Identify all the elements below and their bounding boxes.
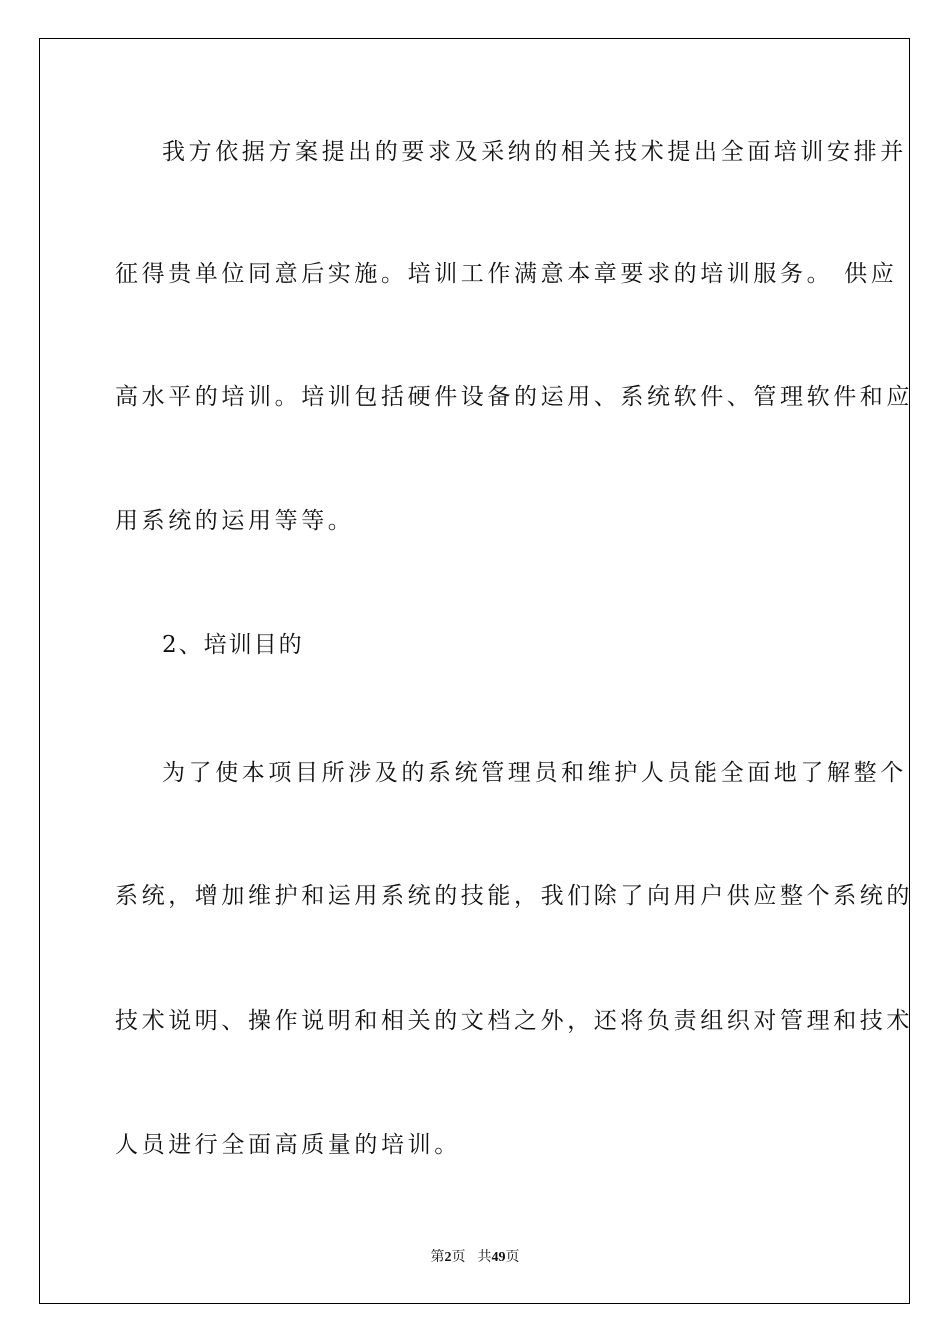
paragraph-1-line-2: 征得贵单位同意后实施。培训工作满意本章要求的培训服务。 供应 xyxy=(115,261,898,287)
total-pages: 49 xyxy=(491,1250,506,1265)
page-prefix: 第 xyxy=(430,1250,445,1265)
paragraph-1-line-3: 高水平的培训。培训包括硬件设备的运用、系统软件、管理软件和应 xyxy=(115,384,913,410)
paragraph-2-line-3: 技术说明、操作说明和相关的文档之外，还将负责组织对管理和技术 xyxy=(115,1008,913,1034)
section-heading: 2、培训目的 xyxy=(162,632,304,658)
paragraph-2-line-1: 为了使本项目所涉及的系统管理员和维护人员能全面地了解整个 xyxy=(162,760,907,786)
page-border xyxy=(39,38,910,1304)
paragraph-2-line-4: 人员进行全面高质量的培训。 xyxy=(115,1132,461,1158)
page-suffix: 页 xyxy=(451,1250,466,1265)
total-suffix: 页 xyxy=(505,1250,520,1265)
page-number: 2 xyxy=(444,1250,452,1265)
page-footer xyxy=(0,1246,950,1266)
paragraph-1-line-1: 我方依据方案提出的要求及采纳的相关技术提出全面培训安排并 xyxy=(162,139,907,165)
paragraph-2-line-2: 系统，增加维护和运用系统的技能，我们除了向用户供应整个系统的 xyxy=(115,883,913,909)
paragraph-1-line-4: 用系统的运用等等。 xyxy=(115,508,355,534)
total-prefix: 共 xyxy=(477,1250,492,1265)
